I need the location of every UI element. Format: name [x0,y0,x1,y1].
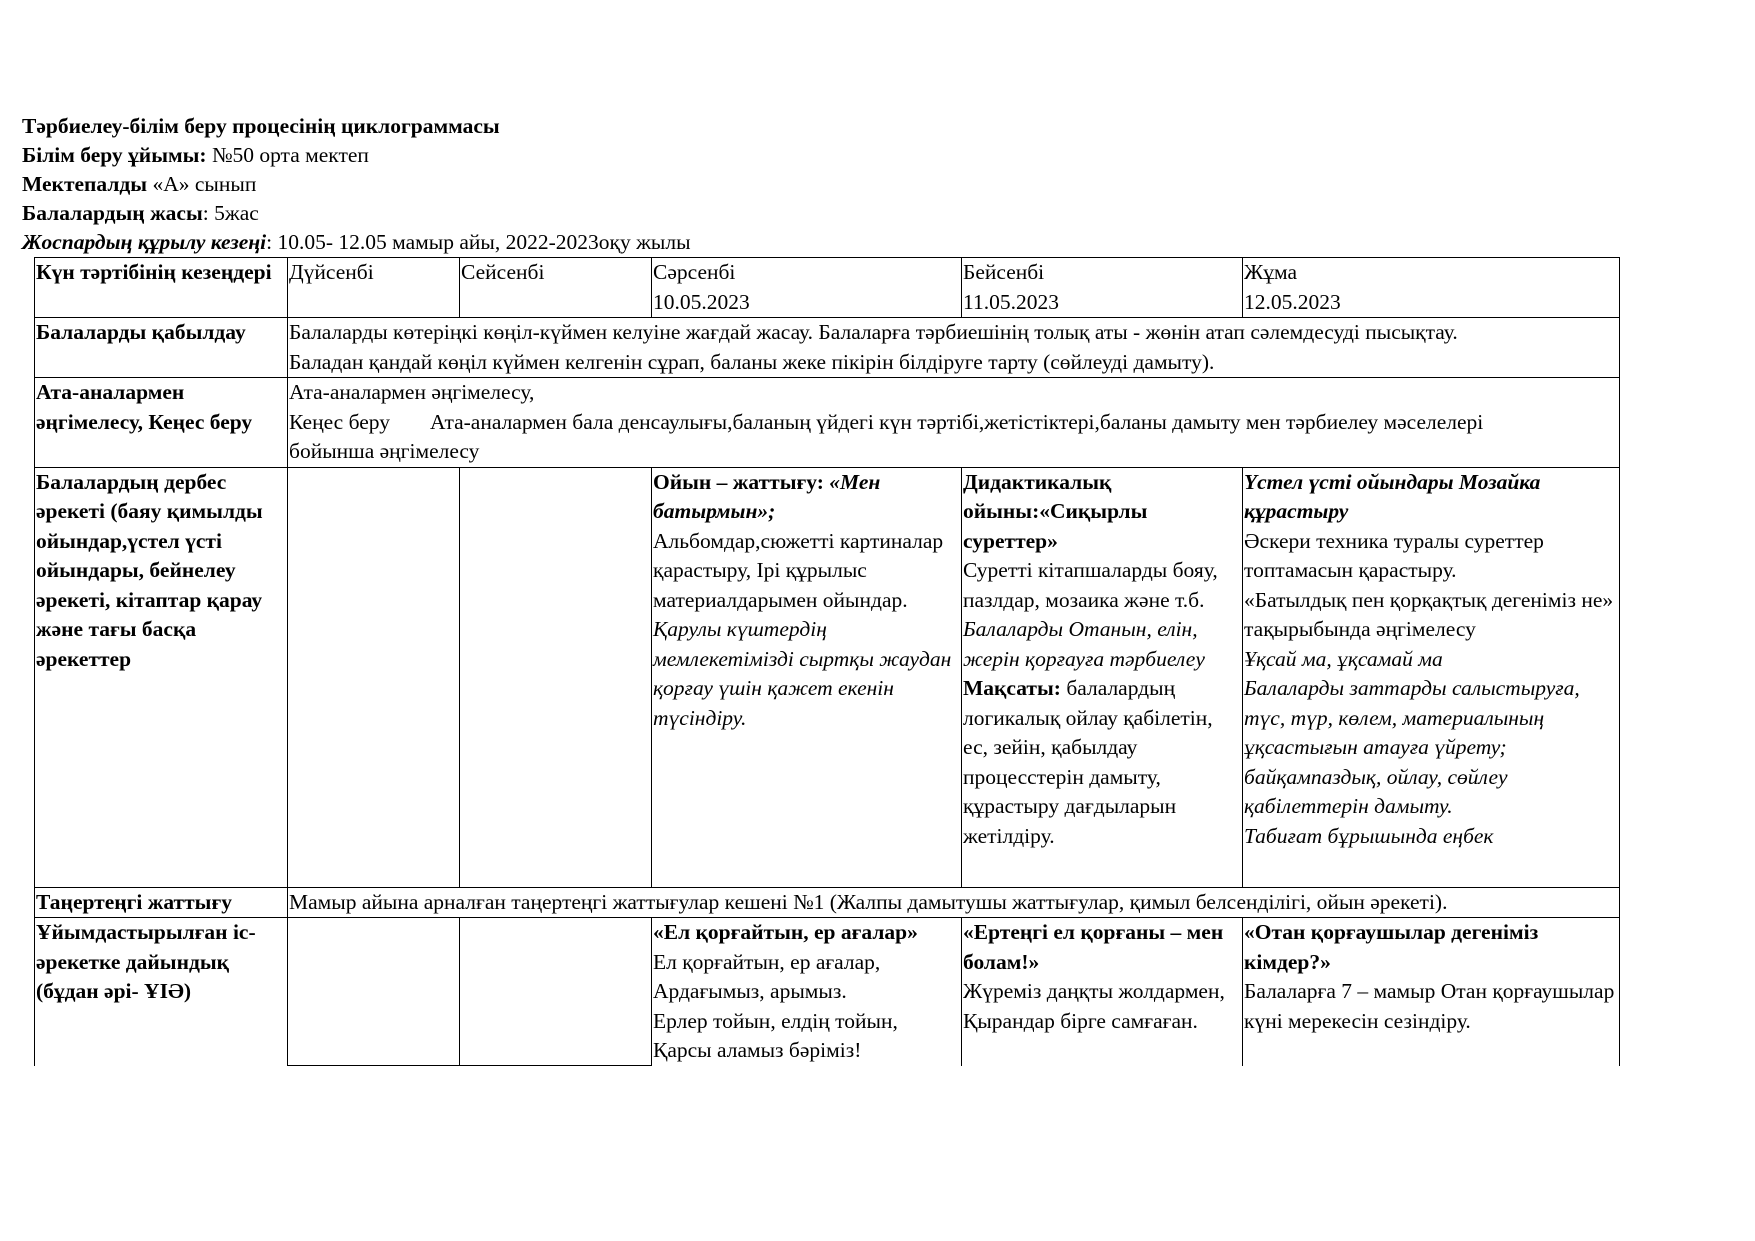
morning-exercise-label: Таңертеңгі жаттығу [35,887,288,918]
independent-activity-label: Балалардың дербес әрекеті (баяу қимылды ойындар,үстел үсті ойындары, бейнелеу әрекеті, кітаптар қарау және тағы басқа әрекеттер [35,467,288,887]
thursday-header: Бейсенбі 11.05.2023 [962,258,1243,318]
prep-monday [288,918,460,1066]
age-line: Балалардың жасы: 5жас [22,201,259,225]
cyclogram-table [34,257,1620,1066]
reception-label: Балаларды қабылдау [35,318,288,378]
morning-exercise-content: Мамыр айына арналған таңертеңгі жаттығулар кешені №1 (Жалпы дамытушы жаттығулар, қимыл белсенділігі, ойын әрекеті). [288,887,1620,918]
document-header [22,112,1622,257]
independent-tuesday [460,467,652,887]
parents-row [35,378,1620,468]
prep-label: Ұйымдастырылған іс-әрекетке дайындық (бұдан әрі- ҰІӘ) [35,918,288,1066]
reception-content: Балаларды көтеріңкі көңіл-күймен келуіне жағдай жасау. Балаларға тәрбиешінің толық аты - жөнін атап сәлемдесуді пысықтау. Баладан қандай көңіл күймен келгенін сұрап, баланы жеке пікірін білдіруге тарту (сөйлеуді дамыту). [288,318,1620,378]
reception-row [35,318,1620,378]
stage-header: Күн тәртібінің кезеңдері [35,258,288,318]
tuesday-header: Сейсенбі [460,258,652,318]
independent-wednesday: Ойын – жаттығу: «Мен батырмын»; Альбомдар,сюжетті картиналар қарастыру, Ірі құрылыс материалдарымен ойындар. Қарулы күштердің мемлекетімізді сыртқы жаудан қорғау үшін қажет екенін түсіндіру. [652,467,962,887]
wednesday-header: Сәрсенбі 10.05.2023 [652,258,962,318]
document-title: Тәрбиелеу-білім беру процесінің циклограммасы [22,114,500,138]
parents-label: Ата-аналармен әңгімелесу, Кеңес беру [35,378,288,468]
organization-line: Білім беру ұйымы: №50 орта мектеп [22,143,369,167]
independent-activity-row [35,467,1620,887]
morning-exercise-row [35,887,1620,918]
prep-friday: «Отан қорғаушылар дегеніміз кімдер?» Балаларға 7 – мамыр Отан қорғаушылар күні мерекесін сезіндіру. [1243,918,1620,1066]
prep-row [35,918,1620,1066]
prep-tuesday [460,918,652,1066]
prep-thursday: «Ертеңгі ел қорғаны – мен болам!» Жүреміз даңқты жолдармен, Қырандар бірге самғаған. [962,918,1243,1066]
prep-wednesday: «Ел қорғайтын, ер ағалар» Ел қорғайтын, ер ағалар, Ардағымыз, арымыз. Ерлер тойын, елдің тойын, Қарсы аламыз бәріміз! [652,918,962,1066]
friday-header: Жұма 12.05.2023 [1243,258,1620,318]
class-line: Мектепалды «А» сынып [22,172,257,196]
monday-header: Дүйсенбі [288,258,460,318]
period-line: Жоспардың құрылу кезеңі: 10.05- 12.05 мамыр айы, 2022-2023оқу жылы [22,230,691,254]
independent-monday [288,467,460,887]
table-header-row [35,258,1620,318]
parents-content: Ата-аналармен әңгімелесу, Кеңес беру Ата-аналармен бала денсаулығы,баланың үйдегі күн тәртібі,жетістіктері,баланы дамыту мен тәрбиелеу мәселелері бойынша әңгімелесу [288,378,1620,468]
independent-thursday: Дидактикалық ойыны:«Сиқырлы суреттер» Суретті кітапшаларды бояу, пазлдар, мозаика және т.б. Балаларды Отанын, елін, жерін қорғауға тәрбиелеу Мақсаты: балалардың логикалық ойлау қабілетін, ес, зейін, қабылдау процесстерін дамыту, құрастыру дағдыларын жетілдіру. [962,467,1243,887]
independent-friday: Үстел үсті ойындары Мозайка құрастыру Әскери техника туралы суреттер топтамасын қарастыру. «Батылдық пен қорқақтық дегеніміз не» тақырыбында әңгімелесу Ұқсай ма, ұқсамай ма Балаларды заттарды салыстыруға, түс, түр, көлем, материалының ұқсастығын атауға үйрету; байқампаздық, ойлау, сөйлеу қабілеттерін дамыту. Табиғат бұрышында еңбек [1243,467,1620,887]
